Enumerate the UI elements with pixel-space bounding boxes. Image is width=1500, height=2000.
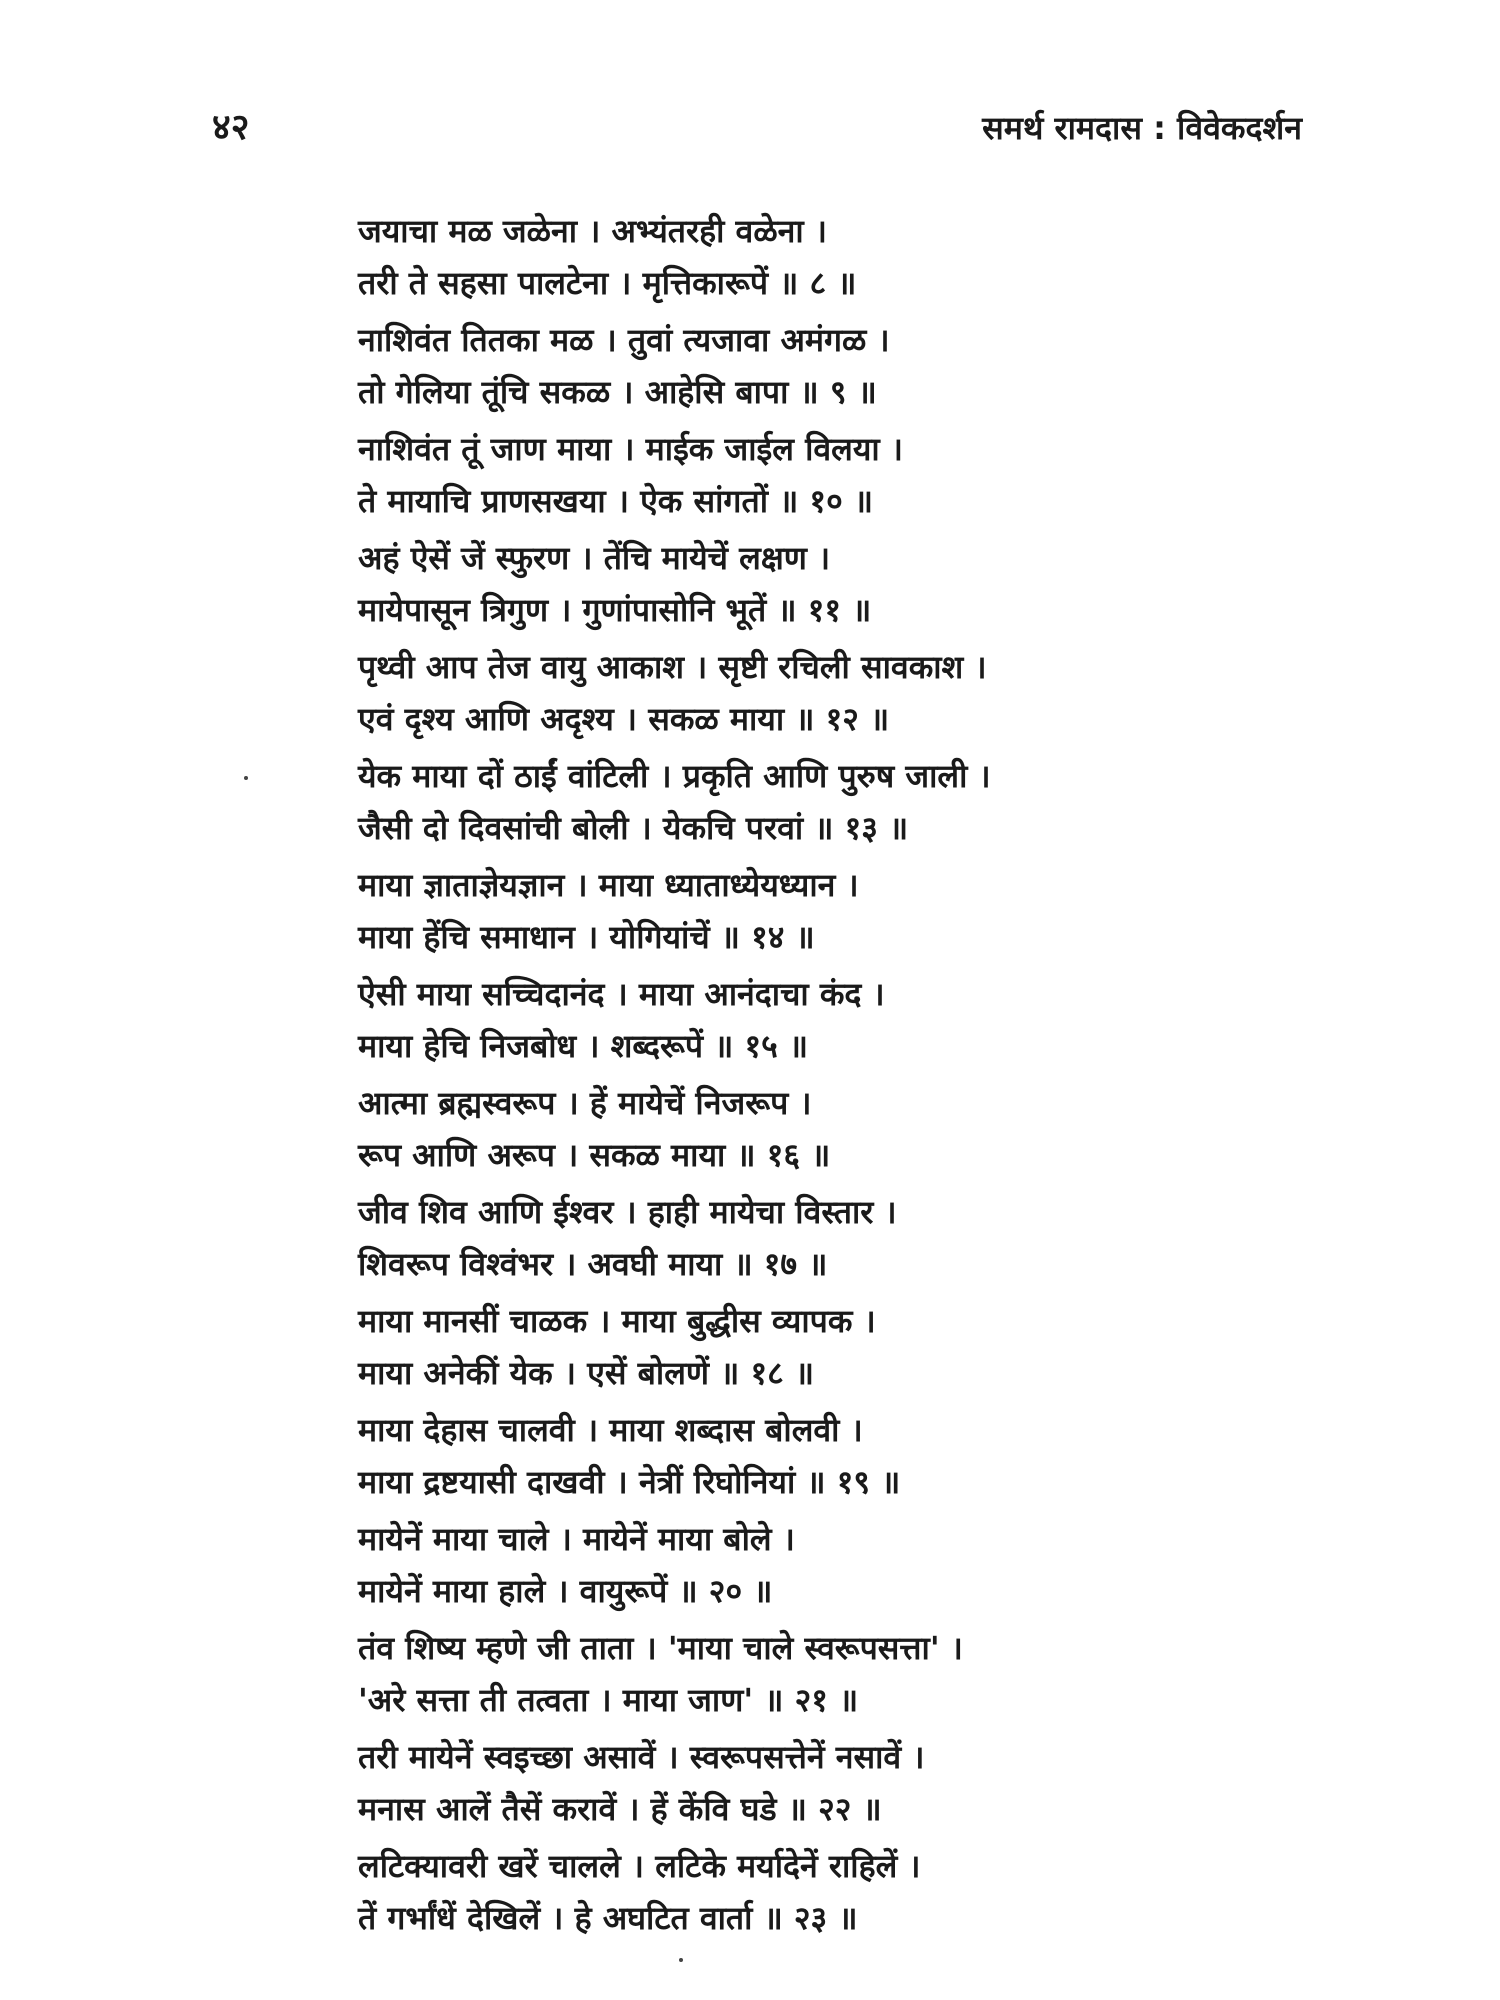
verse-line: माया ज्ञाताज्ञेयज्ञान । माया ध्याताध्येयध्यान । bbox=[358, 866, 859, 904]
verse-line: तंव शिष्य म्हणे जी ताता । 'माया चाले स्वरूपसत्ता' । bbox=[358, 1629, 963, 1667]
verse-8 bbox=[358, 205, 1358, 309]
scan-speck bbox=[679, 1958, 683, 1962]
verse-line: लटिक्यावरी खरें चालले । लटिके मर्यादेनें राहिलें । bbox=[358, 1847, 921, 1885]
verse-line: पृथ्वी आप तेज वायु आकाश । सृष्टी रचिली सावकाश । bbox=[358, 648, 987, 686]
verse-line: रूप आणि अरूप । सकळ माया ॥ १६ ॥ bbox=[358, 1136, 831, 1174]
verse-line: ते मायाचि प्राणसखया । ऐक सांगतों ॥ १० ॥ bbox=[358, 482, 874, 520]
verse-line: नाशिवंत तितका मळ । तुवां त्यजावा अमंगळ । bbox=[358, 321, 890, 359]
verse-line: 'अरे सत्ता ती तत्वता । माया जाण' ॥ २१ ॥ bbox=[358, 1681, 859, 1719]
verse-22 bbox=[358, 1731, 1358, 1835]
verse-line: आत्मा ब्रह्मस्वरूप । हें मायेचें निजरूप । bbox=[358, 1084, 812, 1122]
verse-line: जीव शिव आणि ईश्वर । हाही मायेचा विस्तार । bbox=[358, 1193, 897, 1231]
verse-line: शिवरूप विश्वंभर । अवघी माया ॥ १७ ॥ bbox=[358, 1245, 828, 1283]
verse-line: माया द्रष्टयासी दाखवी । नेत्रीं रिघोनियां ॥ १९ ॥ bbox=[358, 1463, 901, 1501]
verse-line: तरी ते सहसा पालटेना । मृत्तिकारूपें ॥ ८ ॥ bbox=[358, 264, 857, 302]
verse-15 bbox=[358, 968, 1358, 1072]
scan-speck bbox=[244, 776, 248, 780]
verse-line: जैसी दो दिवसांची बोली । येकचि परवां ॥ १३ ॥ bbox=[358, 809, 909, 847]
verse-line: तो गेलिया तूंचि सकळ । आहेसि बापा ॥ ९ ॥ bbox=[358, 373, 877, 411]
verse-line: ऐसी माया सच्चिदानंद । माया आनंदाचा कंद । bbox=[358, 975, 885, 1013]
verse-line: जयाचा मळ जळेना । अभ्यंतरही वळेना । bbox=[358, 212, 827, 250]
verse-14 bbox=[358, 859, 1358, 963]
verse-line: येक माया दों ठाईं वांटिली । प्रकृति आणि पुरुष जाली । bbox=[358, 757, 991, 795]
verse-19 bbox=[358, 1404, 1358, 1508]
verse-13 bbox=[358, 750, 1358, 854]
verse-block bbox=[358, 205, 1358, 1949]
running-title: समर्थ रामदास : विवेकदर्शन bbox=[982, 109, 1302, 147]
verse-line: मायेनें माया हाले । वायुरूपें ॥ २० ॥ bbox=[358, 1572, 773, 1610]
verse-line: माया मानसीं चाळक । माया बुद्धीस व्यापक । bbox=[358, 1302, 876, 1340]
page-number: ४२ bbox=[212, 107, 250, 148]
verse-line: तरी मायेनें स्वइच्छा असावें । स्वरूपसत्तेनें नसावें । bbox=[358, 1738, 925, 1776]
verse-line: मायेपासून त्रिगुण । गुणांपासोनि भूतें ॥ ११ ॥ bbox=[358, 591, 872, 629]
verse-16 bbox=[358, 1077, 1358, 1181]
verse-line: माया अनेकीं येक । एसें बोलणें ॥ १८ ॥ bbox=[358, 1354, 815, 1392]
verse-9 bbox=[358, 314, 1358, 418]
verse-line: एवं दृश्य आणि अदृश्य । सकळ माया ॥ १२ ॥ bbox=[358, 700, 890, 738]
verse-23 bbox=[358, 1840, 1358, 1944]
verse-18 bbox=[358, 1295, 1358, 1399]
verse-line: मायेनें माया चाले । मायेनें माया बोले । bbox=[358, 1520, 795, 1558]
verse-17 bbox=[358, 1186, 1358, 1290]
verse-line: तें गर्भांधें देखिलें । हे अघटित वार्ता ॥ २३ ॥ bbox=[358, 1899, 858, 1937]
verse-21 bbox=[358, 1622, 1358, 1726]
verse-line: माया हेचि निजबोध । शब्दरूपें ॥ १५ ॥ bbox=[358, 1027, 809, 1065]
verse-11 bbox=[358, 532, 1358, 636]
verse-line: अहं ऐसें जें स्फुरण । तेंचि मायेचें लक्षण । bbox=[358, 539, 831, 577]
verse-20 bbox=[358, 1513, 1358, 1617]
verse-line: माया देहास चालवी । माया शब्दास बोलवी । bbox=[358, 1411, 863, 1449]
verse-line: मनास आलें तैसें करावें । हें केंवि घडे ॥ २२ ॥ bbox=[358, 1790, 882, 1828]
verse-10 bbox=[358, 423, 1358, 527]
verse-12 bbox=[358, 641, 1358, 745]
verse-line: माया हेंचि समाधान । योगियांचें ॥ १४ ॥ bbox=[358, 918, 815, 956]
verse-line: नाशिवंत तूं जाण माया । माईक जाईल विलया । bbox=[358, 430, 903, 468]
